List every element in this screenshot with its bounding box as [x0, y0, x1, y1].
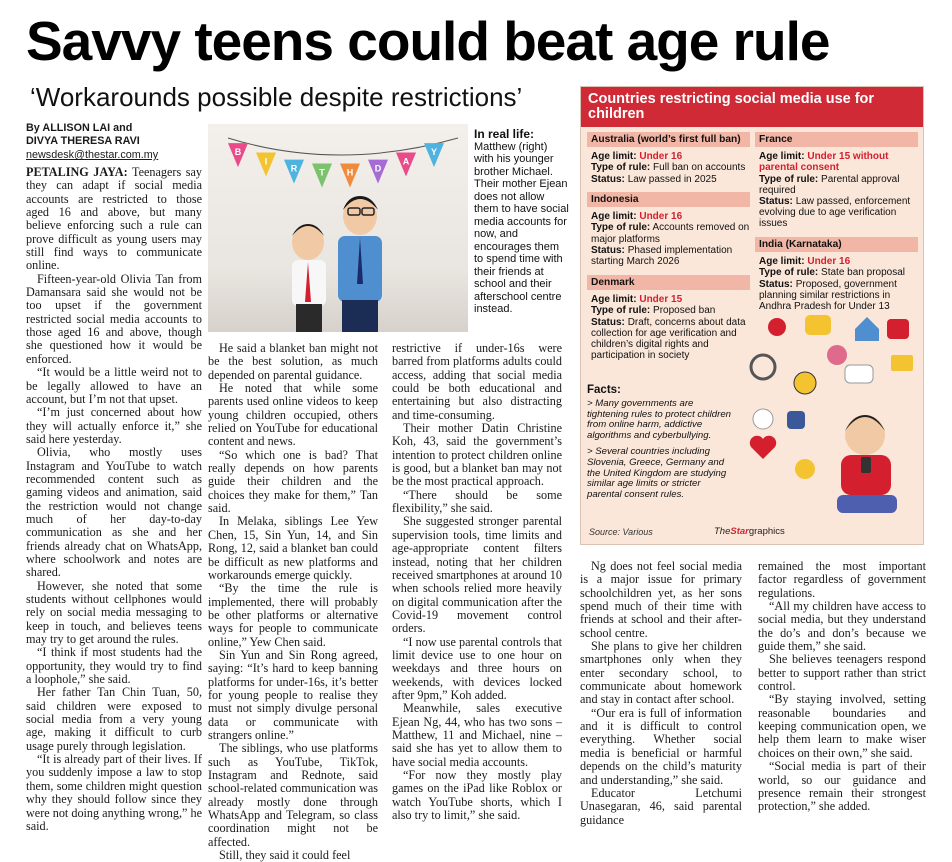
paragraph: “By the time the rule is implemented, there will probably be other platforms or alternative ways for people to communicate online,” Yew Chen said. [208, 581, 378, 649]
magnifier-icon [751, 355, 775, 379]
age-limit-value: Under 15 without parental consent [759, 151, 889, 174]
brand-prefix: The [714, 526, 731, 537]
age-limit-row [587, 151, 750, 162]
article-column-4 [580, 560, 742, 827]
subhead: ‘Workarounds possible despite restrictions’ [30, 82, 523, 112]
age-limit-row [755, 151, 918, 173]
paragraph: She suggested stronger parental supervision tools, time limits and age-appropriate content filters instead, noting that her children received smartphones at around 10 when schools relied more heavily on digital communication after the Covid-19 movement control orders. [392, 514, 562, 636]
bunting-letter: Y [430, 147, 438, 158]
chat-bubble-icon [805, 315, 831, 335]
emoji-icon [795, 459, 815, 479]
country-name: Indonesia [587, 192, 750, 207]
paragraph: “By staying involved, setting reasonable boundaries and keeping communication open, we help them learn to make wiser choices on their own,” she said. [758, 692, 926, 760]
paragraph: Her father Tan Chin Tuan, 50, said children were exposed to social media from a very young age, making it difficult to curb usage purely through legislation. [26, 685, 202, 753]
paragraph: Sin Yun and Sin Rong agreed, saying: “It’s hard to keep banning platforms for under-16s, it’s better for young people to realise they must not simply divulge personal data or communicate with strangers online.” [208, 647, 378, 742]
byline-line-2: DIVYA THERESA RAVI [26, 135, 140, 147]
paragraph: “Our era is full of information and it is difficult to control everything. Whether social media is beneficial or harmful depends on the child’s maturity and understanding,” she said. [580, 705, 742, 787]
headline: Savvy teens could beat age rule [26, 10, 830, 72]
fact-item: > Several countries including Slovenia, Greece, Germany and the United Kingdom are studying similar age limits or stricter parental consent rules. [587, 445, 727, 501]
rule-type-label: Type of rule: [759, 173, 819, 185]
article-column-2 [208, 342, 378, 862]
age-limit-row [587, 294, 750, 305]
country-indonesia [587, 192, 750, 267]
caption-text: Matthew (right) with his younger brother Michael. Their mother Ejean does not allow them to have social media accounts for now, and encourages them to spend time with their friends at school and their afterschool centre instead. [474, 140, 569, 315]
paragraph: The siblings, who use platforms such as YouTube, TikTok, Instagram and Rednote, said school-related communication was already mostly done through WhatsApp and Telegram, so class coordination might not be affected. [208, 741, 378, 849]
bunting-letter: B [234, 147, 242, 158]
fact-item: > Many governments are tightening rules to protect children from online harm, addictive algorithms and cyberbullying. [587, 397, 731, 442]
rule-type-row [587, 222, 750, 244]
status-value: Draft, concerns about data collection for age verification and children’s digital rights and participation in society [591, 316, 746, 362]
paragraph: He said a blanket ban might not be the best solution, as much depended on parental guidance. [208, 341, 378, 382]
paragraph: remained the most important factor regardless of government regulations. [758, 559, 926, 600]
status-label: Status: [591, 244, 625, 256]
status-value: Law passed, enforcement evolving due to age verification issues [759, 196, 911, 230]
photo-illustration [208, 124, 468, 332]
status-value: Law passed in 2025 [627, 173, 717, 185]
byline-email-link[interactable]: newsdesk@thestar.com.my [26, 149, 159, 161]
article-column-5 [758, 560, 926, 814]
paragraph: Educator Letchumi Unasegaran, 46, said parental guidance [580, 785, 742, 827]
paragraph: Meanwhile, sales executive Ejean Ng, 44, who has two sons – Matthew, 11 and Michael, nine – said she has yet to allow them to have social media accounts. [392, 701, 562, 769]
paragraph: Still, they said it could feel [219, 848, 351, 862]
paragraph: “I now use parental controls that limit device use to one hour on weekdays and three hours on weekends, with devices locked after 9pm,” Koh added. [392, 634, 562, 702]
rule-type-row [587, 162, 750, 173]
paragraph: She plans to give her children smartphones only when they enter secondary school, to communicate about homework and stay in contact after school. [580, 639, 742, 707]
bunting-letter: I [264, 156, 268, 167]
country-name: India (Karnataka) [755, 237, 918, 252]
paragraph: “It would be a little weird not to be legally allowed to have an account, but I’m not that upset. [26, 365, 202, 406]
photo-caption [474, 128, 569, 316]
rule-type-label: Type of rule: [591, 305, 651, 317]
paragraph: Ng does not feel social media is a major issue for primary schoolchildren yet, as her sons spend much of their time with friends at school and their after-school centre. [580, 559, 742, 640]
rule-type-value: State ban proposal [821, 267, 905, 279]
paragraph: “All my children have access to social media, but they understand the do’s and don’s because we guide them,” she said. [758, 599, 926, 654]
child-pants [837, 495, 897, 513]
age-limit-value: Under 16 [639, 151, 683, 163]
status-row [587, 245, 750, 267]
facts-box [587, 385, 737, 506]
age-limit-row [587, 211, 750, 222]
status-label: Status: [591, 316, 625, 328]
bunting-letter: H [346, 167, 354, 178]
country-denmark [587, 275, 750, 361]
paragraph: “Social media is part of their world, so our guidance and presence remain their strongest protection,” she added. [758, 759, 926, 814]
paragraph: “There should be some flexibility,” she said. [392, 487, 562, 516]
photo-brothers [208, 124, 468, 332]
country-australia [587, 132, 750, 185]
paragraph: She believes teenagers respond better to support rather than strict control. [758, 652, 926, 694]
paragraph: Olivia, who mostly uses Instagram and YouTube to watch recommended content such as gaming videos and animation, said the restriction would not change much of her day-to-day communication as she and her friends already chat on WhatsApp, where schoolwork and notes are shared. [26, 445, 202, 580]
country-france [755, 132, 918, 230]
age-limit-label: Age limit: [591, 151, 637, 163]
status-row [587, 317, 750, 362]
age-limit-label: Age limit: [759, 256, 805, 268]
message-icon [845, 365, 873, 383]
status-value: Proposed, government planning similar restrictions in Andhra Pradesh for Under 13 [759, 278, 897, 313]
paragraph: Fifteen-year-old Olivia Tan from Damansara said she would not be too upset if the government restricted social media accounts to those aged 16 and above, though she questioned how it would be enforced. [26, 271, 202, 366]
paragraph: “I’m just concerned about how they will actually enforce it,” she said here yesterday. [26, 405, 202, 446]
source-note: Source: Various [589, 527, 653, 537]
globe-icon [794, 372, 816, 394]
paragraph: He noted that while some parents used online videos to keep young children occupied, others relied on YouTube for educational content and news. [208, 381, 378, 449]
age-limit-value: Under 15 [639, 294, 683, 306]
paragraph: Their mother Datin Christine Koh, 43, said the government’s intention to protect children online is good, but a blanket ban may not be the most practical approach. [392, 421, 562, 489]
status-value: Phased implementation starting March 2026 [591, 244, 733, 268]
rule-type-label: Type of rule: [591, 222, 651, 234]
brand-star: Star [730, 526, 749, 537]
facts-heading: Facts: [587, 384, 621, 396]
age-limit-label: Age limit: [591, 211, 637, 223]
caption-heading: In real life: [474, 127, 535, 141]
infographic-panel [580, 86, 924, 545]
country-india-karnataka [755, 237, 918, 312]
paragraph-text: Teenagers say they can adapt if social media accounts are restricted to those aged 16 and above, but many believe enforcing such a rule can prove difficult as young users may still find ways to communicate online. [26, 165, 203, 273]
star-graphics-logo [714, 526, 785, 537]
country-name: Australia (world’s first full ban) [587, 132, 750, 147]
paragraph: “I think if most students had the opportunity, they would try to find a loophole,” she said. [26, 645, 202, 687]
status-label: Status: [759, 196, 793, 208]
heart-icon [750, 436, 776, 459]
rule-type-value: Proposed ban [653, 305, 716, 317]
status-label: Status: [591, 173, 625, 185]
paragraph: However, she noted that some students without cellphones would rely on social media messaging to keep in touch, and believes teens may try to get around the rules. [26, 578, 202, 647]
country-name: Denmark [587, 275, 750, 290]
status-label: Status: [759, 278, 793, 290]
rule-type-label: Type of rule: [591, 162, 651, 174]
youtube-icon [887, 319, 909, 339]
age-limit-value: Under 16 [807, 256, 851, 268]
home-icon [855, 317, 879, 341]
like-icon [753, 409, 773, 429]
status-row [587, 174, 750, 185]
brand-suffix: graphics [748, 526, 785, 537]
paragraph: “For now they mostly play games on the iPad like Roblox or watch YouTube shorts, which I also try to limit,” she said. [392, 768, 562, 823]
article-column-1 [26, 122, 202, 833]
bunting-letter: A [402, 156, 410, 167]
country-name: France [755, 132, 918, 147]
age-limit-label: Age limit: [591, 294, 637, 306]
rule-type-row [755, 174, 918, 196]
profile-icon [827, 345, 847, 365]
byline-line-1: By ALLISON LAI and [26, 122, 133, 134]
mail-icon [891, 355, 913, 371]
age-limit-row [755, 256, 918, 267]
rule-type-label: Type of rule: [759, 267, 819, 279]
paragraph: “It is already part of their lives. If you suddenly impose a law to stop them, some children might question why they should follow since they were not doing anything wrong,” he said. [26, 752, 202, 833]
paragraph [26, 166, 202, 273]
rule-type-value: Full ban on accounts [653, 162, 746, 174]
rule-type-row [755, 267, 918, 278]
paragraph: “So which one is bad? That really depends on how parents guide their children and the choices they make for them,” Tan said. [208, 447, 378, 516]
rule-type-value: Parental approval required [759, 173, 900, 196]
bunting-letter: R [290, 163, 298, 174]
social-media-illustration [745, 307, 921, 522]
rule-type-row [587, 305, 750, 316]
dateline: PETALING JAYA: [26, 165, 128, 179]
paragraph: In Melaka, siblings Lee Yew Chen, 15, Sin Yun, 14, and Sin Rong, 12, said a blanket ban could be difficult as new platforms and workarounds emerge quickly. [208, 514, 378, 582]
bunting-letter: D [374, 163, 382, 174]
paragraph: restrictive if under-16s were barred from platforms adults could access, adding that social media could be both educational and entertaining but also distracting and time-consuming. [392, 341, 562, 422]
status-row [755, 196, 918, 230]
child-face [845, 415, 885, 455]
gear-icon [768, 318, 786, 336]
bunting-letter: T [319, 167, 325, 178]
facebook-icon [787, 411, 805, 429]
rule-type-value: Accounts removed on major platforms [591, 222, 750, 245]
infographic-title: Countries restricting social media use for children [581, 87, 923, 127]
age-limit-label: Age limit: [759, 151, 805, 163]
article-column-3 [392, 342, 562, 822]
age-limit-value: Under 16 [639, 211, 683, 223]
phone-icon [861, 457, 871, 473]
